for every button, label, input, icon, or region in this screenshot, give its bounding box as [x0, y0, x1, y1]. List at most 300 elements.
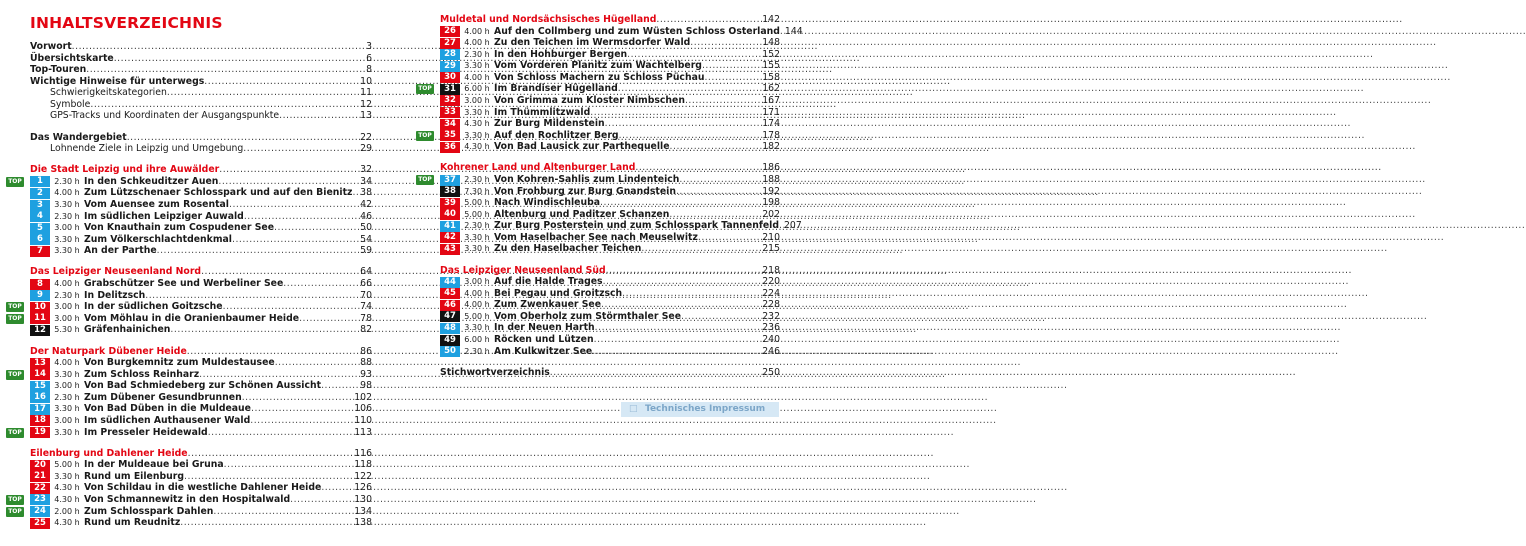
tour-entry[interactable]: [440, 276, 780, 288]
leader-dots: [704, 72, 761, 84]
tour-number: 34: [440, 119, 460, 130]
toc-entry[interactable]: [440, 367, 780, 379]
tour-entry[interactable]: [440, 346, 780, 358]
leader-dots: [243, 143, 359, 155]
tour-entry[interactable]: [440, 49, 780, 61]
tour-entry[interactable]: [8, 175, 372, 188]
tour-entry[interactable]: [30, 187, 372, 199]
tour-entry[interactable]: [440, 299, 780, 311]
leader-dots: [299, 313, 359, 325]
toc-entry[interactable]: [30, 64, 372, 76]
toc-entry[interactable]: [30, 87, 372, 99]
page-number: 215: [762, 243, 780, 255]
entry-title: In den Schkeuditzer Auen: [84, 175, 219, 187]
tour-number: 5: [30, 223, 50, 234]
tour-entry[interactable]: [440, 334, 780, 346]
section-entry[interactable]: [440, 265, 780, 277]
tour-entry[interactable]: [30, 459, 372, 471]
entry-title: Zum Schlosspark Dahlen: [84, 505, 214, 517]
leader-dots: [681, 311, 761, 323]
tour-number: 18: [30, 415, 50, 426]
tour-entry[interactable]: [418, 129, 780, 142]
entry-title: In der südlichen Goitzsche: [84, 301, 223, 313]
tour-duration: 4.30 h: [464, 119, 490, 129]
tour-duration: 2.30 h: [54, 211, 80, 221]
tour-number: 28: [440, 49, 460, 60]
leader-dots: [702, 60, 761, 72]
leader-dots: [224, 459, 354, 471]
page-number: 202: [762, 208, 780, 220]
toc-entry[interactable]: [30, 53, 372, 65]
top-badge: TOP: [416, 175, 434, 185]
leader-dots: [187, 346, 359, 358]
tour-entry[interactable]: [440, 288, 780, 300]
page-number: 148: [762, 37, 780, 49]
toc-entry[interactable]: [30, 143, 372, 155]
leader-dots: [618, 83, 762, 95]
tour-duration: 3.00 h: [54, 302, 80, 312]
leader-dots: [204, 76, 359, 88]
tour-entry[interactable]: [440, 243, 780, 255]
leader-dots: [670, 141, 762, 153]
tour-number: 20: [30, 460, 50, 471]
entry-title: Im Presseler Heidewald: [84, 426, 208, 438]
leader-dots: [321, 380, 359, 392]
toc-entry[interactable]: [30, 99, 372, 111]
tour-duration: 2.00 h: [54, 506, 80, 516]
page-number: 106: [354, 403, 372, 415]
tour-duration: 4.30 h: [54, 494, 80, 504]
tour-duration: 4.30 h: [54, 518, 80, 528]
entry-title: Zur Burg Mildenstein: [494, 118, 605, 130]
entry-title: Zu den Haselbacher Teichen: [494, 243, 642, 255]
page-number: 236: [762, 322, 780, 334]
page-number: 11: [360, 87, 372, 99]
entry-title: Das Wandergebiet: [30, 131, 127, 143]
leader-dots: [219, 164, 359, 176]
entry-title: Von Bad Düben in die Muldeaue: [84, 403, 251, 415]
page-number: 42: [360, 199, 372, 211]
page-number: 198: [762, 197, 780, 209]
top-badge: TOP: [416, 84, 434, 94]
tour-entry[interactable]: [440, 220, 802, 232]
page-number: 142: [762, 14, 780, 25]
tour-entry[interactable]: [30, 357, 372, 369]
leader-dots: [232, 234, 359, 246]
top-badge: TOP: [6, 495, 24, 505]
tour-number: 19: [30, 427, 50, 438]
tour-duration: 3.30 h: [54, 369, 80, 379]
tour-duration: 6.00 h: [464, 84, 490, 94]
entry-title: GPS-Tracks und Koordinaten der Ausgangspunkte: [50, 110, 280, 122]
tour-duration: 4.00 h: [54, 188, 80, 198]
impressum-button[interactable]: [621, 402, 779, 417]
tour-entry[interactable]: [440, 209, 780, 221]
leader-dots: [283, 278, 359, 290]
page-number: 98: [360, 380, 372, 392]
tour-duration: 4.00 h: [464, 300, 490, 310]
top-badge: TOP: [6, 177, 24, 187]
page-number: 207: [784, 220, 802, 232]
leader-dots: [170, 324, 359, 336]
leader-dots: [242, 392, 354, 404]
tour-number: 40: [440, 209, 460, 220]
tour-duration: 4.00 h: [464, 26, 490, 36]
tour-number: 11: [30, 313, 50, 324]
section-entry[interactable]: [30, 346, 372, 358]
tour-number: 49: [440, 335, 460, 346]
page-number: 10: [360, 75, 372, 87]
toc-entry[interactable]: [30, 76, 372, 88]
tour-entry[interactable]: [8, 312, 372, 325]
tour-number: 42: [440, 232, 460, 243]
entry-title: Von Bad Schmiedeberg zur Schönen Aussicht: [84, 380, 322, 392]
page-number: 250: [762, 366, 780, 378]
entry-title: In den Hohburger Bergen: [494, 48, 628, 60]
tour-number: 7: [30, 246, 50, 257]
leader-dots: [635, 162, 761, 174]
tour-entry[interactable]: [30, 482, 372, 494]
tour-duration: 2.30 h: [464, 346, 490, 356]
tour-number: 47: [440, 311, 460, 322]
tour-entry[interactable]: [8, 368, 372, 381]
section-entry[interactable]: [30, 164, 372, 176]
leader-dots: [685, 95, 761, 107]
tour-duration: 6.00 h: [464, 335, 490, 345]
page-number: 13: [360, 110, 372, 122]
page-number: 34: [360, 175, 372, 187]
tour-entry[interactable]: [440, 322, 780, 334]
entry-title: Wichtige Hinweise für unterwegs: [30, 75, 205, 87]
tour-entry[interactable]: [8, 301, 372, 313]
tour-duration: 5.00 h: [464, 198, 490, 208]
tour-duration: 4.30 h: [54, 483, 80, 493]
tour-entry[interactable]: [440, 311, 780, 323]
page-number: 174: [762, 118, 780, 130]
tour-duration: 5.30 h: [54, 325, 80, 335]
page-number: 93: [360, 368, 372, 380]
leader-dots: [679, 174, 761, 186]
leader-dots: [669, 209, 761, 221]
tour-duration: 4.00 h: [464, 288, 490, 298]
leader-dots: [595, 322, 762, 334]
tour-number: 46: [440, 300, 460, 311]
tour-duration: 3.30 h: [54, 246, 80, 256]
tour-entry[interactable]: [30, 222, 372, 234]
tour-entry[interactable]: [30, 199, 372, 211]
tour-duration: 2.30 h: [54, 290, 80, 300]
entry-title: Von Frohburg zur Burg Gnandstein: [494, 185, 676, 197]
page-number: 162: [762, 83, 780, 95]
tour-number: 41: [440, 221, 460, 232]
tour-number: 12: [30, 325, 50, 336]
page-number: 232: [762, 310, 780, 322]
page-number: 118: [354, 459, 372, 471]
tour-number: 14: [30, 369, 50, 380]
tour-number: 26: [440, 26, 460, 37]
tour-entry[interactable]: [440, 141, 780, 153]
leader-dots: [622, 288, 761, 300]
tour-number: 43: [440, 244, 460, 255]
page-number: 224: [762, 287, 780, 299]
tour-duration: 2.30 h: [464, 175, 490, 184]
entry-title: Im südlichen Leipziger Auwald: [84, 210, 244, 222]
entry-title: Auf den Rochlitzer Berg: [494, 129, 619, 141]
page-number: 3: [366, 41, 372, 52]
leader-dots: [167, 87, 359, 99]
tour-number: 15: [30, 381, 50, 392]
leader-dots: [72, 41, 365, 53]
entry-title: Das Leipziger Neuseenland Süd: [440, 264, 606, 276]
page-number: 130: [354, 493, 372, 505]
top-badge: TOP: [6, 370, 24, 380]
tour-duration: 4.30 h: [464, 142, 490, 152]
tour-number: 21: [30, 471, 50, 482]
tour-entry[interactable]: [30, 290, 372, 302]
leader-dots: [627, 49, 761, 61]
leader-dots: [690, 37, 761, 49]
leader-dots: [550, 367, 761, 379]
tour-entry[interactable]: [30, 392, 372, 404]
entry-title: Symbole: [50, 98, 91, 110]
tour-duration: 3.30 h: [464, 244, 490, 254]
entry-title: Zum Zwenkauer See: [494, 299, 602, 311]
entry-title: Grabschützer See und Werbeliner See: [84, 278, 284, 290]
page-number: 82: [360, 324, 372, 336]
tour-number: 30: [440, 72, 460, 83]
page-number: 182: [762, 141, 780, 153]
tour-duration: 3.00 h: [464, 277, 490, 287]
tour-entry[interactable]: [440, 95, 780, 107]
page-number: 192: [762, 185, 780, 197]
leader-dots: [321, 482, 353, 494]
leader-dots: [592, 346, 761, 358]
impressum-button-label: Technisches Impressum: [645, 404, 766, 414]
tour-entry[interactable]: [440, 232, 780, 244]
top-badge: TOP: [6, 428, 24, 438]
page-number: 144: [784, 25, 803, 37]
leader-dots: [90, 99, 359, 111]
page-number: 29: [360, 143, 372, 155]
tour-duration: 3.30 h: [54, 471, 80, 481]
page-number: 171: [762, 106, 780, 118]
tour-duration: 2.30 h: [54, 176, 80, 186]
top-badge: TOP: [6, 302, 24, 312]
entry-title: Kohrener Land und Altenburger Land: [440, 162, 636, 174]
tour-number: 17: [30, 404, 50, 415]
tour-number: 37: [440, 175, 460, 186]
tour-number: 27: [440, 38, 460, 49]
tour-entry[interactable]: [440, 72, 780, 84]
leader-dots: [201, 266, 359, 278]
tour-entry[interactable]: [30, 517, 372, 529]
tour-number: 8: [30, 279, 50, 290]
tour-number: 39: [440, 198, 460, 209]
tour-number: 1: [30, 176, 50, 187]
page-number: 228: [762, 299, 780, 311]
leader-dots: [601, 299, 761, 311]
page-number: 122: [354, 470, 372, 482]
leader-dots: [600, 197, 761, 209]
tour-entry[interactable]: [30, 471, 372, 483]
entry-title: Röcken und Lützen: [494, 334, 594, 346]
page-number: 138: [354, 517, 372, 529]
tour-number: 3: [30, 200, 50, 211]
tour-duration: 2.30 h: [464, 221, 490, 231]
entry-title: Von Knauthain zum Cospudener See: [84, 222, 275, 234]
tour-entry[interactable]: [30, 324, 372, 336]
tour-duration: 3.00 h: [54, 415, 80, 425]
tour-entry[interactable]: [30, 234, 372, 246]
tour-duration: 5.00 h: [464, 311, 490, 321]
leader-dots: [676, 186, 761, 198]
leader-dots: [145, 290, 359, 302]
tour-entry[interactable]: [8, 505, 372, 518]
entry-title: In der Neuen Harth: [494, 322, 595, 334]
top-badge: TOP: [6, 507, 24, 517]
tour-duration: 3.00 h: [464, 95, 490, 105]
tour-entry[interactable]: [30, 403, 372, 415]
tour-entry[interactable]: [440, 25, 803, 38]
tour-duration: 3.00 h: [54, 223, 80, 233]
toc-entry[interactable]: [30, 110, 372, 122]
tour-number: 44: [440, 277, 460, 288]
tour-duration: 3.30 h: [54, 404, 80, 414]
entry-title: Am Kulkwitzer See: [494, 345, 593, 357]
section-entry[interactable]: [30, 266, 372, 278]
tour-duration: 3.30 h: [464, 232, 490, 242]
entry-title: Zum Schloss Reinharz: [84, 368, 200, 380]
leader-dots: [223, 301, 360, 313]
tour-number: 48: [440, 323, 460, 334]
tour-entry[interactable]: [418, 83, 780, 95]
entry-title: Übersichtskarte: [30, 52, 114, 64]
toc-entry[interactable]: [30, 132, 372, 144]
leader-dots: [213, 506, 353, 518]
tour-number: 50: [440, 346, 460, 357]
tour-entry[interactable]: [440, 37, 780, 49]
tour-entry[interactable]: [8, 493, 372, 506]
page-number: 178: [762, 129, 780, 141]
tour-entry[interactable]: [8, 426, 372, 439]
tour-duration: 7.30 h: [464, 186, 490, 196]
tour-duration: 3.30 h: [54, 427, 80, 437]
page-number: 152: [762, 48, 780, 60]
page-number: 110: [354, 414, 372, 426]
entry-title: In der Muldeaue bei Gruna: [84, 459, 224, 471]
leader-dots: [188, 448, 354, 460]
tour-number: 38: [440, 186, 460, 197]
tour-duration: 3.30 h: [464, 323, 490, 333]
tour-duration: 3.30 h: [464, 130, 490, 140]
leader-dots: [199, 369, 359, 381]
leader-dots: [184, 471, 353, 483]
page-number: 186: [762, 162, 780, 174]
tour-duration: 4.00 h: [54, 279, 80, 289]
section-entry[interactable]: [30, 448, 372, 460]
tour-number: 16: [30, 392, 50, 403]
page-number: 8: [366, 64, 372, 76]
section-entry[interactable]: [440, 14, 780, 26]
leader-dots: [114, 53, 365, 65]
entry-title: Nach Windischleuba: [494, 197, 601, 209]
entry-title: Zum Völkerschlachtdenkmal: [84, 233, 232, 245]
entry-title: Zu den Teichen im Wermsdorfer Wald: [494, 37, 691, 49]
entry-title: Eilenburg und Dahlener Heide: [30, 447, 188, 459]
leader-dots: [157, 245, 360, 257]
tour-duration: 2.30 h: [464, 49, 490, 59]
tour-duration: 3.30 h: [54, 234, 80, 244]
entry-title: Zur Burg Posterstein und zum Schlosspark Tannenfeld: [494, 220, 780, 232]
leader-dots: [86, 64, 365, 76]
toc-entry[interactable]: [30, 41, 372, 53]
page-number: 64: [360, 266, 372, 278]
tour-number: 35: [440, 130, 460, 141]
entry-title: Bei Pegau und Groitzsch: [494, 287, 623, 299]
page-title: INHALTSVERZEICHNIS: [30, 14, 223, 32]
entry-title: Vom Möhlau in die Oranienbaumer Heide: [84, 312, 300, 324]
leader-dots: [290, 494, 353, 506]
page-number: 59: [360, 245, 372, 257]
page-number: 66: [360, 278, 372, 290]
entry-title: Lohnende Ziele in Leipzig und Umgebung: [50, 143, 244, 155]
entry-title: Schwierigkeitskategorien: [50, 87, 167, 99]
leader-dots: [275, 357, 359, 369]
page-number: 88: [360, 357, 372, 369]
entry-title: Vom Auensee zum Rosental: [84, 199, 229, 211]
tour-duration: 3.30 h: [54, 200, 80, 210]
tour-duration: 5.00 h: [54, 460, 80, 470]
entry-title: Stichwortverzeichnis: [440, 366, 550, 378]
tour-entry[interactable]: [30, 278, 372, 290]
tour-entry[interactable]: [440, 197, 780, 209]
tour-entry[interactable]: [30, 245, 372, 257]
tour-entry[interactable]: [418, 174, 780, 186]
page-number: 218: [762, 264, 780, 276]
tour-duration: 2.30 h: [54, 392, 80, 402]
top-badge: TOP: [416, 131, 434, 141]
entry-title: Auf den Collmberg und zum Wüsten Schloss Osterland: [494, 25, 780, 37]
entry-title: Vom Vorderen Planitz zum Wachtelberg: [494, 60, 702, 72]
tour-entry[interactable]: [440, 118, 780, 130]
tour-number: 10: [30, 302, 50, 313]
tour-duration: 3.30 h: [464, 61, 490, 71]
tour-entry[interactable]: [30, 211, 372, 223]
tour-entry[interactable]: [440, 60, 780, 72]
tour-duration: 5.00 h: [464, 209, 490, 219]
tour-number: 4: [30, 211, 50, 222]
page-number: 155: [762, 60, 780, 72]
tour-entry[interactable]: [440, 186, 780, 198]
tour-number: 22: [30, 483, 50, 494]
tour-entry[interactable]: [440, 107, 780, 119]
tour-number: 33: [440, 107, 460, 118]
tour-entry[interactable]: [30, 415, 372, 427]
leader-dots: [698, 232, 761, 244]
page-number: 188: [762, 174, 780, 185]
page-number: 86: [360, 345, 372, 357]
tour-entry[interactable]: [30, 380, 372, 392]
leader-dots: [606, 265, 762, 277]
leader-dots: [603, 276, 762, 288]
entry-title: Rund um Reudnitz: [84, 517, 181, 529]
entry-title: Von Schloss Machern zu Schloss Püchau: [494, 71, 705, 83]
leader-dots: [590, 107, 761, 119]
page-number: 134: [354, 505, 372, 517]
section-entry[interactable]: [440, 162, 780, 174]
tour-number: 32: [440, 95, 460, 106]
page-number: 158: [762, 71, 780, 83]
